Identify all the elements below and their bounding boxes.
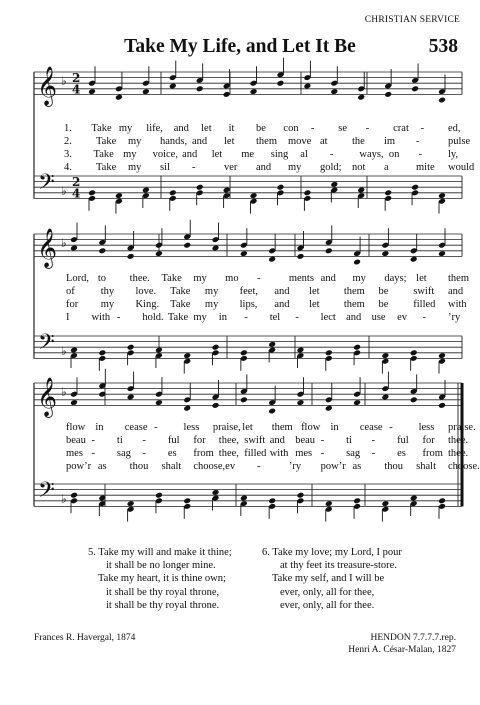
note-head <box>381 352 389 359</box>
note-head <box>155 347 163 354</box>
lyric-line <box>44 148 464 161</box>
lyric-syllable: them <box>256 136 277 147</box>
note-head <box>325 405 333 412</box>
note-head <box>303 189 311 196</box>
lyric-syllable: - <box>320 435 325 446</box>
lyric-syllable: es <box>397 448 406 459</box>
note-head <box>183 497 191 504</box>
note-head <box>330 88 338 95</box>
stanza-line: it shall be no longer mine. <box>106 560 216 572</box>
lyric-syllable: feet, <box>239 286 258 297</box>
lyric-syllable: thee, <box>218 435 239 446</box>
section-header: CHRISTIAN SERVICE <box>364 15 460 25</box>
key-flat-icon: ♭ <box>61 385 67 399</box>
key-flat-icon: ♭ <box>61 236 67 250</box>
stanza-line: Take my self, and I will be <box>272 573 385 585</box>
lyric-syllable: move <box>288 136 312 147</box>
lyric-syllable: for <box>66 299 79 310</box>
lyric-syllable: would <box>448 162 475 173</box>
time-signature-top: 2 <box>72 175 81 189</box>
treble-clef-icon: 𝄞 <box>37 377 58 417</box>
note-head <box>410 256 418 263</box>
key-flat-icon: ♭ <box>61 74 67 88</box>
lyric-syllable: me <box>241 149 255 160</box>
composer-credit: Henri A. César-Malan, 1827 <box>348 645 456 655</box>
note-head <box>384 91 392 98</box>
note-head <box>212 489 220 496</box>
lyric-syllable: - <box>257 461 261 472</box>
lyric-syllable: choose. <box>448 461 480 472</box>
note-head <box>240 349 248 356</box>
lyric-syllable: less <box>183 422 200 433</box>
lyric-syllable: pow’r <box>320 461 346 472</box>
lyric-syllable: and <box>346 312 362 323</box>
note-head <box>353 259 361 266</box>
bass-clef-icon: 𝄢 <box>38 478 55 508</box>
lyric-syllable: be <box>256 123 266 134</box>
lyric-syllable: shalt <box>416 461 436 472</box>
stanza-line: Take my heart, it is thine own; <box>98 573 226 585</box>
lyric-syllable: choose, <box>193 461 226 472</box>
lyric-syllable: use <box>371 312 386 323</box>
lyric-syllable: - <box>371 435 376 446</box>
note-head <box>438 192 446 199</box>
note-head <box>381 500 389 507</box>
lyric-syllable: es <box>167 448 177 459</box>
lyric-syllable: less <box>418 422 435 433</box>
lyric-syllable: for <box>422 435 435 446</box>
time-signature-top: 2 <box>72 71 81 85</box>
lyric-syllable: im <box>384 136 396 147</box>
note-head <box>250 192 258 199</box>
lyric-syllable: love. <box>135 286 157 297</box>
lyric-syllable: be <box>378 299 389 310</box>
lyric-syllable: let <box>201 123 212 134</box>
note-head <box>357 94 365 101</box>
lyric-syllable: my <box>288 162 302 173</box>
lyric-syllable: thee. <box>448 435 469 446</box>
lyric-syllable: swift <box>413 286 435 297</box>
lyric-syllable: my <box>204 286 219 297</box>
note-head <box>353 497 361 504</box>
lyric-syllable: 1. <box>64 123 72 134</box>
lyric-syllable: ti <box>116 435 123 446</box>
lyric-syllable: hold. <box>142 312 164 323</box>
note-head <box>212 402 220 409</box>
note-head <box>115 94 123 101</box>
note-head <box>438 250 446 257</box>
lyric-syllable: ver <box>224 162 238 173</box>
lyric-syllable: with <box>448 299 467 310</box>
lyric-syllable: of <box>66 286 75 297</box>
note-head <box>183 352 191 359</box>
bass-clef-icon: 𝄢 <box>38 330 55 360</box>
lyric-syllable: - <box>365 123 370 134</box>
lyric-syllable: gold; <box>320 162 342 173</box>
lyric-syllable: mes <box>66 448 83 459</box>
lyric-line <box>44 135 471 148</box>
lyric-syllable: at <box>320 136 328 147</box>
lyric-syllable: I <box>66 312 70 323</box>
lyric-line <box>44 311 464 324</box>
lyric-syllable: thou <box>384 461 403 472</box>
note-head <box>303 83 311 90</box>
note-head <box>142 187 150 194</box>
tune-name: HENDON 7.7.7.7.rep. <box>370 633 456 643</box>
note-head <box>410 396 418 403</box>
note-head <box>127 344 135 351</box>
note-head <box>70 492 78 499</box>
note-head <box>268 256 276 263</box>
note-head <box>353 344 361 351</box>
note-head <box>381 250 389 257</box>
key-flat-icon: ♭ <box>61 492 67 506</box>
lyric-syllable: - <box>310 123 315 134</box>
lyric-syllable: - <box>422 312 427 323</box>
lyric-syllable: in <box>218 312 227 323</box>
note-head <box>115 192 123 199</box>
lyric-syllable: - <box>371 448 376 459</box>
lyric-syllable: ways, <box>359 149 384 160</box>
note-head <box>297 347 305 354</box>
lyric-syllable: ed, <box>448 123 461 134</box>
lyric-syllable: let <box>416 273 427 284</box>
lyric-line <box>44 161 475 174</box>
lyric-syllable: praise. <box>448 422 476 433</box>
lyric-syllable: filled <box>244 448 267 459</box>
note-head <box>240 250 248 257</box>
lyric-syllable: voice, <box>152 149 178 160</box>
lyric-syllable: ly, <box>448 149 459 160</box>
note-head <box>223 187 231 194</box>
hymn-number: 538 <box>428 36 458 57</box>
note-head <box>155 492 163 499</box>
lyric-syllable: ev <box>225 461 236 472</box>
lyric-syllable: - <box>91 435 95 446</box>
lyric-syllable: al <box>300 149 308 160</box>
note-head <box>353 399 361 406</box>
lyric-syllable: - <box>295 312 299 323</box>
treble-clef-icon: 𝄞 <box>37 66 58 106</box>
lyric-syllable: mo <box>225 273 239 284</box>
lyric-syllable: and <box>173 123 189 134</box>
treble-clef-icon: 𝄞 <box>37 228 58 268</box>
note-head <box>98 247 106 254</box>
note-head <box>268 341 276 348</box>
lyric-syllable: days; <box>384 273 407 284</box>
time-signature-bottom: 4 <box>72 82 81 97</box>
stanza-line: 5. Take my will and make it thine; <box>88 547 232 558</box>
lyric-syllable: as <box>352 461 362 472</box>
lyric-syllable: my <box>193 273 207 284</box>
note-head <box>142 88 150 95</box>
lyric-line <box>44 122 464 135</box>
note-head <box>212 245 220 252</box>
stanza-line: 6. Take my love; my Lord, I pour <box>262 547 402 558</box>
lyric-syllable: beau <box>66 435 86 446</box>
lyric-syllable: let <box>242 422 253 433</box>
key-flat-icon: ♭ <box>61 184 67 198</box>
lyric-syllable: and <box>192 136 208 147</box>
lyric-syllable: my <box>123 149 137 160</box>
lyric-syllable: let <box>309 286 320 297</box>
lyric-syllable: flow <box>66 422 86 433</box>
lyric-syllable: lips, <box>239 299 258 310</box>
lyric-syllable: ’ry <box>288 461 302 472</box>
lyric-syllable: my <box>204 299 219 310</box>
note-head <box>325 500 333 507</box>
lyric-syllable: - <box>418 149 422 160</box>
lyric-syllable: them <box>271 422 293 433</box>
note-head <box>330 181 338 188</box>
lyric-syllable: Take <box>96 162 117 173</box>
lyric-syllable: praise, <box>212 422 241 433</box>
note-head <box>70 347 78 354</box>
time-signature-bottom: 4 <box>72 186 81 201</box>
lyric-syllable: for <box>193 435 206 446</box>
lyric-syllable: Take <box>167 312 189 323</box>
lyric-syllable: in <box>330 422 339 433</box>
lyric-syllable: se <box>338 123 348 134</box>
lyric-syllable: my <box>193 312 207 323</box>
lyric-syllable: my <box>352 273 366 284</box>
lyric-line <box>44 285 464 298</box>
lyric-syllable: sag <box>116 448 131 459</box>
lyric-syllable: hands, <box>160 136 188 147</box>
note-head <box>438 97 446 104</box>
note-head <box>410 495 418 502</box>
lyric-syllable: flow <box>301 422 321 433</box>
lyric-syllable: my <box>100 299 115 310</box>
stanza-5 <box>88 546 232 612</box>
lyric-syllable: them <box>343 299 365 310</box>
lyric-syllable: mite <box>416 162 435 173</box>
lyric-syllable: ti <box>346 435 352 446</box>
lyric-syllable: and <box>274 299 290 310</box>
lyric-syllable: - <box>244 312 248 323</box>
lyric-syllable: pow’r <box>66 461 92 472</box>
lyric-syllable: 4. <box>64 162 72 173</box>
note-head <box>88 88 96 95</box>
note-head <box>325 247 333 254</box>
lyric-syllable: Take <box>170 299 191 310</box>
note-head <box>155 399 163 406</box>
lyric-syllable: from <box>422 448 443 459</box>
lyric-syllable: in <box>95 422 104 433</box>
lyric-syllable: beau <box>295 435 316 446</box>
lyric-syllable: sil <box>160 162 170 173</box>
note-head <box>381 394 389 401</box>
note-head <box>325 349 333 356</box>
lyric-syllable: on <box>388 149 400 160</box>
lyric-syllable: to <box>97 273 106 284</box>
bass-clef-icon: 𝄢 <box>38 170 55 200</box>
note-head <box>127 500 135 507</box>
note-head <box>127 394 135 401</box>
lyric-syllable: - <box>192 162 196 173</box>
lyric-syllable: ’ry <box>448 312 461 323</box>
note-head <box>196 85 204 92</box>
lyric-syllable: - <box>142 448 146 459</box>
note-head <box>268 497 276 504</box>
note-head <box>183 405 191 412</box>
lyric-syllable: ev <box>397 312 407 323</box>
lyric-syllable: them <box>448 273 469 284</box>
note-head <box>268 408 276 415</box>
lyric-syllable: shalt <box>161 461 182 472</box>
stanza-line: ever, only, all for thee. <box>280 599 375 611</box>
lyric-syllable: Take <box>91 123 112 134</box>
note-head <box>70 399 78 406</box>
stanza-6 <box>262 546 402 612</box>
lyric-syllable: cease <box>124 422 148 433</box>
lyric-syllable: Take <box>96 136 117 147</box>
key-flat-icon: ♭ <box>61 344 67 358</box>
lyric-syllable: 3. <box>64 149 72 160</box>
lyric-syllable: ful <box>167 435 180 446</box>
note-head <box>169 83 177 90</box>
lyric-syllable: thou <box>129 461 149 472</box>
note-head <box>88 189 96 196</box>
lyric-syllable: mes <box>295 448 313 459</box>
stanza-line: it shall be thy royal throne, <box>106 586 220 598</box>
lyric-syllable: and <box>256 162 272 173</box>
note-head <box>223 91 231 98</box>
lyric-syllable: with <box>91 312 111 323</box>
words-credit: Frances R. Havergal, 1874 <box>34 633 136 643</box>
lyric-syllable: - <box>91 448 95 459</box>
lyric-syllable: pulse <box>448 136 471 147</box>
note-head <box>438 352 446 359</box>
stanza-line: ever, only, all for thee, <box>280 586 375 598</box>
note-head <box>127 253 135 260</box>
lyric-syllable: filled <box>413 299 436 310</box>
note-head <box>196 184 204 191</box>
lyric-syllable: - <box>329 149 334 160</box>
lyric-syllable: be <box>378 286 389 297</box>
lyric-syllable: Lord, <box>66 273 90 284</box>
note-head <box>297 399 305 406</box>
lyric-syllable: con <box>283 123 299 134</box>
lyric-syllable: thee. <box>448 448 469 459</box>
note-head <box>277 80 285 87</box>
lyric-syllable: my <box>118 123 133 134</box>
note-head <box>438 497 446 504</box>
note-head <box>297 253 305 260</box>
lyric-line <box>44 272 469 285</box>
lyric-syllable: - <box>389 422 393 433</box>
lyric-syllable: and <box>448 286 464 297</box>
note-head <box>98 349 106 356</box>
lyric-syllable: my <box>128 162 142 173</box>
note-head <box>70 245 78 252</box>
lyric-syllable: - <box>416 136 420 147</box>
lyric-syllable: - <box>116 312 121 323</box>
lyric-syllable: - <box>154 422 158 433</box>
lyric-line <box>44 460 480 473</box>
note-head <box>357 187 365 194</box>
lyric-line <box>44 298 467 311</box>
note-head <box>155 250 163 257</box>
lyric-syllable: thy <box>100 286 115 297</box>
lyric-syllable: not <box>352 162 366 173</box>
hymn-title: Take My Life, and Let It Be <box>124 36 356 57</box>
lyric-syllable: crat <box>393 123 409 134</box>
lyric-syllable: and <box>320 273 336 284</box>
note-head <box>212 344 220 351</box>
lyric-syllable: let <box>224 136 235 147</box>
lyric-syllable: sing <box>270 149 289 160</box>
lyric-syllable: sag <box>346 448 361 459</box>
lyric-syllable: life, <box>146 123 163 134</box>
note-head <box>297 492 305 499</box>
lyric-syllable: let <box>211 149 223 160</box>
lyric-syllable: the <box>352 136 365 147</box>
lyric-syllable: King. <box>135 299 160 310</box>
lyric-syllable: with <box>269 448 289 459</box>
lyric-syllable: - <box>257 273 261 284</box>
lyric-syllable: cease <box>359 422 383 433</box>
lyric-syllable: thee, <box>218 448 239 459</box>
lyric-syllable: as <box>97 461 107 472</box>
lyric-line <box>44 421 476 434</box>
lyric-syllable: my <box>128 136 142 147</box>
note-head <box>240 495 248 502</box>
note-head <box>438 402 446 409</box>
lyric-syllable: - <box>420 123 425 134</box>
lyric-syllable: Take <box>93 149 114 160</box>
lyric-syllable: Take <box>161 273 182 284</box>
note-head <box>183 242 191 249</box>
lyric-syllable: 2. <box>64 136 72 147</box>
lyric-syllable: - <box>320 448 325 459</box>
note-head <box>240 396 248 403</box>
note-head <box>277 184 285 191</box>
lyric-syllable: and <box>269 435 285 446</box>
stanza-line: at thy feet its treasure-store. <box>280 560 397 572</box>
lyric-syllable: it <box>228 123 235 134</box>
lyric-syllable: let <box>309 299 320 310</box>
lyric-line <box>44 447 469 460</box>
lyric-syllable: and <box>274 286 290 297</box>
note-head <box>169 189 177 196</box>
lyric-syllable: thee. <box>129 273 150 284</box>
lyric-syllable: a <box>384 162 389 173</box>
lyric-line <box>44 434 469 447</box>
note-head <box>410 349 418 356</box>
lyric-syllable: lect <box>320 312 336 323</box>
lyric-syllable: tel <box>269 312 281 323</box>
note-head <box>411 184 419 191</box>
lyric-syllable: them <box>343 286 365 297</box>
lyric-syllable: from <box>193 448 214 459</box>
lyric-syllable: ments <box>288 273 314 284</box>
note-head <box>384 189 392 196</box>
note-head <box>411 85 419 92</box>
lyric-syllable: swift <box>244 435 266 446</box>
lyric-syllable: Take <box>170 286 191 297</box>
note-head <box>250 88 258 95</box>
lyric-syllable: - <box>142 435 146 446</box>
stanza-line: it shall be thy royal throne. <box>106 599 220 611</box>
lyric-syllable: and <box>182 149 198 160</box>
lyric-syllable: ful <box>397 435 409 446</box>
